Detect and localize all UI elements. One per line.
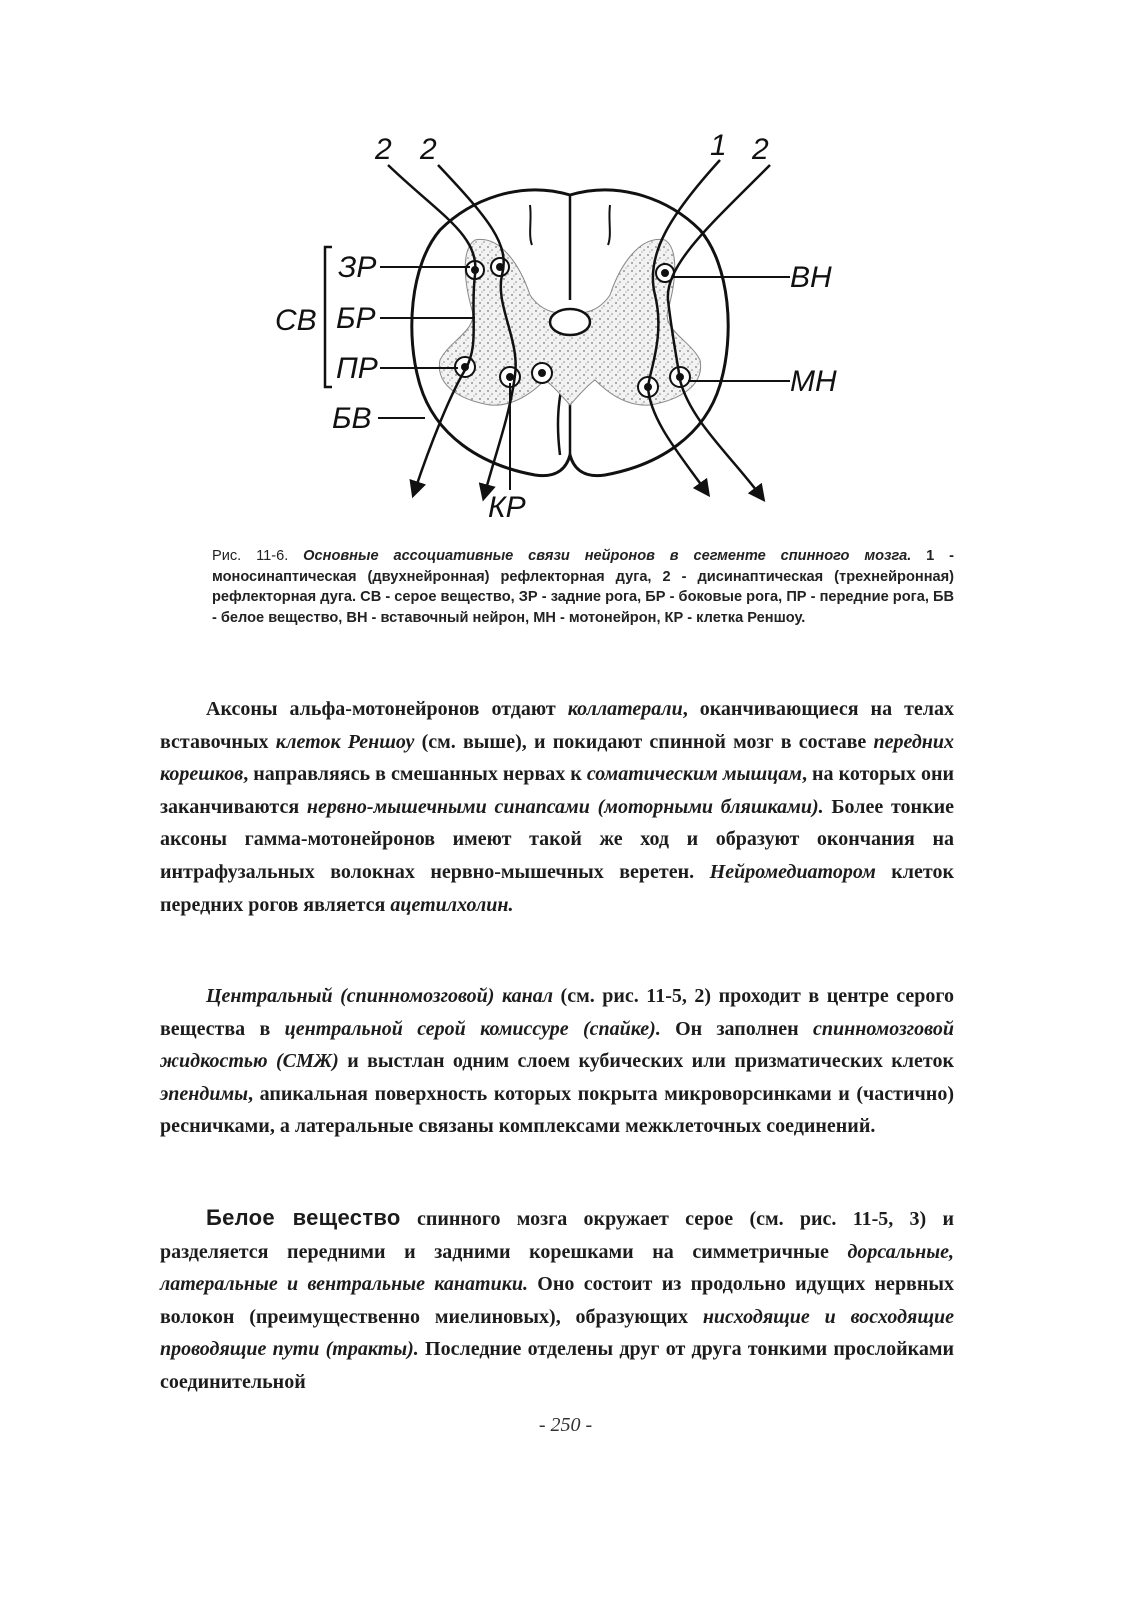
figure-caption	[212, 546, 954, 628]
caption-text: 1 - моносинаптическая (двухнейронная) рефлекторная дуга, 2 - дисинаптическая (трехнейронная) рефлекторная дуга. СВ - серое вещество, ЗР - задние рога, БР - боковые рога, ПР - передние рога, БВ - белое вещество, ВН - вставочный нейрон, МН - мотонейрон, КР - клетка Реншоу.	[212, 548, 954, 626]
caption-number: Рис. 11-6.	[212, 548, 289, 564]
label-vn: ВН	[790, 261, 832, 294]
label-pr: ПР	[336, 352, 378, 385]
label-zr: ЗР	[338, 251, 377, 284]
label-mn: МН	[790, 365, 837, 398]
label-bv: БВ	[332, 402, 372, 435]
spinal-cord-figure	[270, 125, 870, 535]
paragraph-1: Аксоны альфа-мотонейронов отдают коллатерали, оканчивающиеся на телах вставочных клеток Реншоу (см. выше), и покидают спинной мозг в составе передних корешков, направляясь в смешанных нервах к соматическим мышцам, на которых они заканчиваются нервно-мышечными синапсами (моторными бляшками). Более тонкие аксоны гамма-мотонейронов имеют такой же ход и образуют окончания на интрафузальных волокнах нервно-мышечных веретен. Нейромедиатором клеток передних рогов является ацетилхолин.	[160, 698, 954, 916]
label-num-4: 2	[752, 133, 769, 166]
label-sv: СВ	[275, 304, 317, 337]
central-canal	[550, 309, 590, 335]
label-num-2: 2	[420, 133, 437, 166]
label-br: БР	[336, 302, 376, 335]
white-matter-heading: Белое вещество	[206, 1205, 401, 1230]
label-num-3: 1	[710, 129, 727, 162]
caption-title: Основные ассоциативные связи нейронов в сегменте спинного мозга.	[303, 548, 912, 564]
paragraph-3: Белое вещество спинного мозга окружает серое (см. рис. 11-5, 3) и разделяется передними и задними корешками на симметричные дорсальные, латеральные и вентральные канатики. Оно состоит из продольно идущих нервных волокон (преимущественно миелиновых), образующих нисходящие и восходящие проводящие пути (тракты). Последние отделены друг от друга тонкими прослойками соединительной	[160, 1205, 955, 1393]
label-num-1: 2	[375, 133, 392, 166]
paragraph-2: Центральный (спинномозговой) канал (см. рис. 11-5, 2) проходит в центре серого вещества в центральной серой комиссуре (спайке). Он заполнен спинномозговой жидкостью (СМЖ) и выстлан одним слоем кубических или призматических клеток эпендимы, апикальная поверхность которых покрыта микроворсинками и (частично) ресничками, а латеральные связаны комплексами межклеточных соединений.	[160, 985, 954, 1138]
label-kr: КР	[488, 491, 526, 524]
spinal-cord-diagram	[270, 125, 870, 535]
page-number: - 250 -	[538, 1414, 593, 1436]
